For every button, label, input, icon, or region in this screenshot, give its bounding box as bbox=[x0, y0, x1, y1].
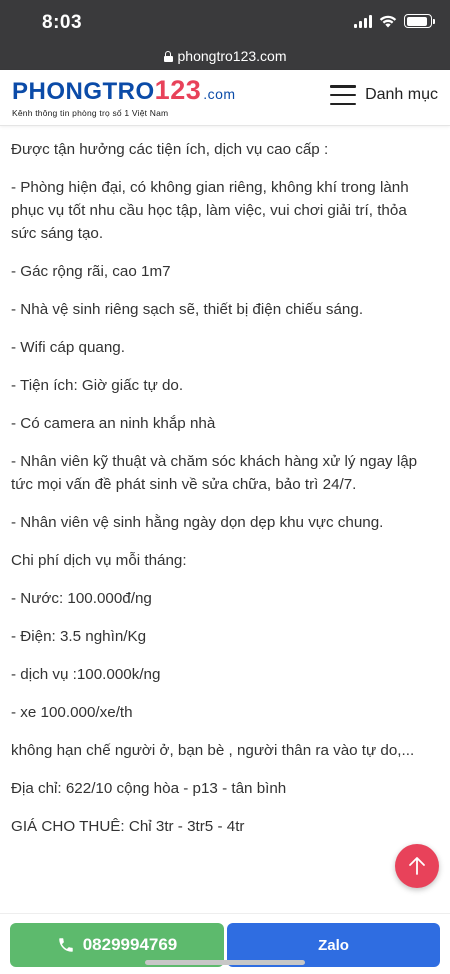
description-paragraph: không hạn chế người ở, bạn bè , người thân ra vào tự do,... bbox=[11, 742, 415, 759]
description-paragraph: - Tiện ích: Giờ giấc tự do. bbox=[11, 377, 184, 394]
zalo-label: Zalo bbox=[318, 936, 349, 954]
site-header bbox=[0, 70, 450, 126]
menu-label: Danh mục bbox=[365, 86, 438, 103]
status-time: 8:03 bbox=[42, 12, 83, 33]
phone-icon bbox=[57, 936, 75, 954]
scroll-top-arrow-icon bbox=[408, 856, 426, 876]
description-paragraph: - Nước: 100.000đ/ng bbox=[11, 590, 152, 607]
status-bar bbox=[0, 0, 450, 42]
site-logo[interactable] bbox=[12, 76, 236, 118]
description-paragraph: - xe 100.000/xe/th bbox=[11, 704, 133, 721]
description-paragraph: - Có camera an ninh khắp nhà bbox=[11, 415, 216, 432]
battery-icon bbox=[404, 14, 432, 28]
url-bar[interactable] bbox=[0, 42, 450, 70]
lock-icon bbox=[164, 51, 173, 62]
home-indicator bbox=[145, 960, 305, 965]
description-paragraph: - Nhà vệ sinh riêng sạch sẽ, thiết bị điện chiếu sáng. bbox=[11, 301, 364, 318]
description-paragraph: Chi phí dịch vụ mỗi tháng: bbox=[11, 552, 187, 569]
description-paragraph: - Điện: 3.5 nghìn/Kg bbox=[11, 628, 147, 645]
hamburger-menu-icon bbox=[330, 85, 356, 105]
logo-tagline: Kênh thông tin phòng trọ số 1 Việt Nam bbox=[12, 108, 169, 118]
phone-number: 0829994769 bbox=[82, 935, 178, 954]
description-paragraph: - Nhân viên vệ sinh hằng ngày dọn dẹp khu vực chung. bbox=[11, 514, 384, 531]
listing-description bbox=[0, 127, 450, 838]
description-paragraph: GIÁ CHO THUÊ: Chỉ 3tr - 3tr5 - 4tr bbox=[11, 818, 245, 835]
battery-level bbox=[407, 17, 428, 26]
description-paragraph: Địa chỉ: 622/10 cộng hòa - p13 - tân bình bbox=[11, 780, 287, 797]
description-paragraph: - Gác rộng rãi, cao 1m7 bbox=[11, 263, 171, 280]
description-paragraph: - Nhân viên kỹ thuật và chăm sóc khách hàng xử lý ngay lập tức mọi vấn đề phát sinh về sửa chữa, bảo trì 24/7. bbox=[11, 453, 418, 493]
wifi-icon bbox=[379, 14, 397, 28]
logo-wordmark bbox=[12, 76, 236, 108]
logo-word: PHONGTRO bbox=[12, 78, 155, 105]
category-menu-button[interactable] bbox=[330, 85, 438, 105]
description-paragraph: - dịch vụ :100.000k/ng bbox=[11, 666, 161, 683]
scroll-top-button[interactable] bbox=[395, 844, 439, 888]
signal-icon bbox=[354, 15, 372, 28]
description-paragraph: - Phòng hiện đại, có không gian riêng, không khí trong lành phục vụ tốt nhu cầu học tập, làm việc, vui chơi giải trí, thỏa sức sáng tạo. bbox=[11, 179, 409, 242]
description-paragraph: - Wifi cáp quang. bbox=[11, 339, 125, 356]
logo-number: 123 bbox=[154, 75, 202, 105]
description-paragraph: Được tận hưởng các tiện ích, dịch vụ cao cấp : bbox=[11, 141, 329, 158]
url-domain: phongtro123.com bbox=[177, 48, 287, 64]
status-icons bbox=[354, 14, 432, 28]
logo-suffix: .com bbox=[203, 86, 236, 102]
